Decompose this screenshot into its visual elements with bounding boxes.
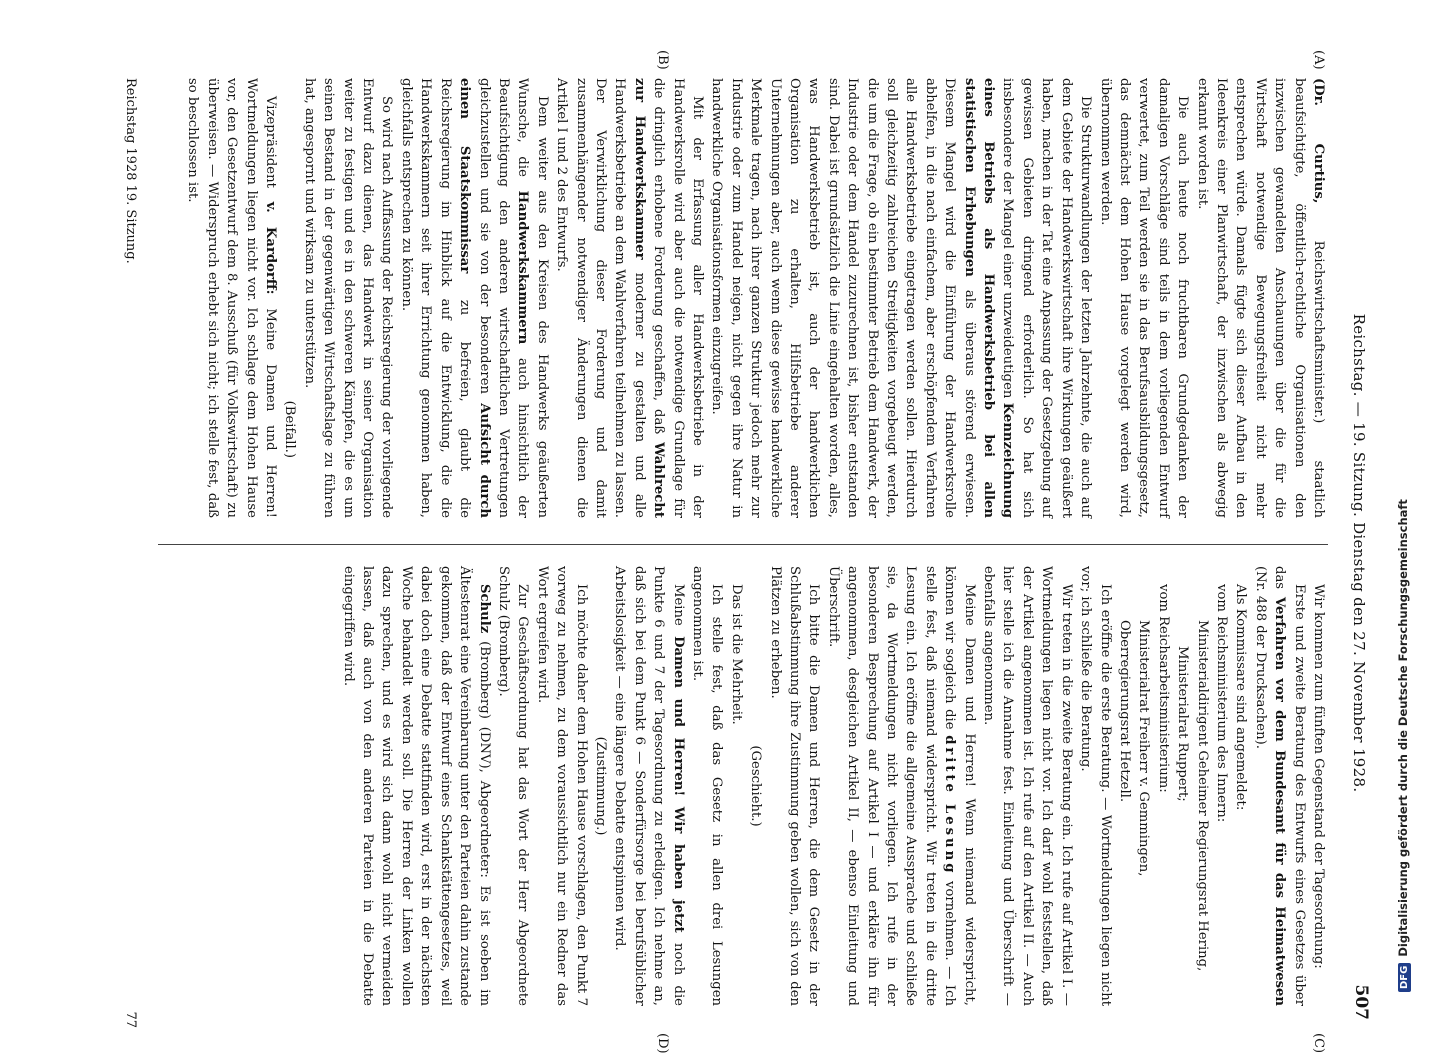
footer-page-number: 77 <box>123 1011 138 1028</box>
paragraph <box>338 566 493 1006</box>
paragraph: Ministerialrat Freiherr v. Gemmingen, <box>1136 620 1152 877</box>
paragraph <box>707 78 1095 518</box>
paragraph: So wird nach Auffassung der Reichsregierung der vorliegende Entwurf dazu dienen, das Handwerk in seiner Organisation weiter zu festigen und es in den schweren Kämpfen, die es um seinen Bestand in der gegenwärtigen Wirtschaftslage zu führen hat, angespornt und wirksam zu unterstützen. <box>301 78 395 518</box>
right-column <box>338 566 1328 1006</box>
paragraph <box>1250 566 1308 1006</box>
paragraph-text: (Bromberg) (DNV), Abgeordneter: Es ist soeben im Ältestenrat eine Vereinbarung unter den Parteien dahin zustande gekommen, daß der Entwurf eines Schankstättengesetzes, weil dabei doch eine Debatte stattfinden wird, erst in der nächsten Woche behandelt werden soll. Die Herren der Linken wollen dazu sprechen, und es wird sich dann wohl nicht vermeiden lassen, daß auch von den anderen Parteien in die Debatte eingegriffen wird. <box>340 566 492 1006</box>
page-title: Reichstag. — 19. Sitzung. Dienstag den 27. November 1928. <box>1350 313 1368 793</box>
emphasis-text: Damen und Herren! Wir haben jetzt <box>670 636 686 933</box>
paragraph <box>1192 78 1328 518</box>
paragraph-text: Meine <box>670 584 686 637</box>
paragraph <box>397 78 552 518</box>
paragraph: Als Kommissare sind angemeldet: <box>1233 584 1249 811</box>
footer-session: Reichstag 1928 19. Sitzung. <box>123 78 138 264</box>
paragraph-text: moderner zu gestalten und alle Handwerksbetriebe an dem Wahlverfahren teilnehmen zu lassen. Der Verwirklichung dieser Forderung und damit zusammenhängender notwendiger Änderungen dienen die Artikel I und 2 des Entwurfs. <box>554 78 647 518</box>
paragraph <box>552 78 707 518</box>
paragraph-text: Dem weiter aus den Kreisen des Handwerks geäußerten Wunsche, die <box>515 78 550 518</box>
paragraph: Ich eröffne die erste Beratung. — Wortmeldungen liegen nicht vor; ich schließe die Beratung. <box>1078 566 1113 1006</box>
paragraph: Ich stelle fest, daß das Gesetz in allen drei Lesungen angenommen ist. <box>690 566 725 1006</box>
paragraph <box>610 566 688 1006</box>
column-divider <box>158 544 1328 545</box>
speaker-name: v. Kardorff: <box>263 201 279 295</box>
page-footer <box>116 78 140 1028</box>
speaker-role: Reichswirtschaftsminister.) <box>1311 203 1326 424</box>
speaker-name: Schulz <box>476 584 492 634</box>
paragraph-text: staatlich beaufsichtigte, öffentlich-rechtliche Organisationen den inzwischen gewandelten Anschauungen über die für die Wirtschaft notwendige Bewegungsfreiheit nicht mehr entsprechen würde. Damals fügte sich dieser Aufbau in den Ideenkreis einer Planwirtschaft, der inzwischen als abwegig erkannt worden ist. <box>1194 78 1326 518</box>
paragraph: Wir kommen zum fünften Gegenstand der Tagesordnung: <box>1311 584 1326 969</box>
paragraph: Ministerialdirigent Geheimer Regierungsrat Hering, <box>1194 620 1210 972</box>
applause-note: (Beifall.) <box>282 400 298 458</box>
digitization-credit <box>1396 499 1411 992</box>
paragraph <box>183 78 280 518</box>
paragraph-text: (Nr. 488 der Drucksachen). <box>1252 566 1268 749</box>
paragraph-text: Erste und zweite Beratung des Entwurfs eines Gesetzes über das <box>1272 566 1307 1006</box>
page-header <box>1342 78 1372 1028</box>
emphasis-text: dritte Lesung <box>942 735 958 876</box>
margin-mark-c: (C) <box>1311 1033 1326 1054</box>
emphasis-text: Wahlrecht zur Handwerkskammer <box>631 78 667 518</box>
stage-note: (Zustimmung.) <box>592 736 608 836</box>
emphasis-text: Aufsicht durch einen Staatskommissar <box>457 78 492 518</box>
paragraph-text: noch die Punkte 6 und 7 der Tagesordnung zu erledigen. Ich nehme an, daß sich bei dem Punkt 6 — Sonderfürsorge bei berufsüblicher Arbeitslosigkeit — eine längere Debatte entspinnen wird. <box>612 566 686 1006</box>
paragraph-text: Die Strukturwandlungen der letzten Jahrzehnte, die auch auf dem Gebiete der Handwerkswirtschaft ihre Wirkungen geäußert haben, machen in der Tat eine Anpassung der Gesetzgebung auf gewissen Gebieten dringend erforderlich. So hat sich insbesondere der Mangel einer unzweideutigen <box>1000 78 1094 518</box>
paragraph-text: als überaus störend erwiesen. Diesem Mangel wird die Einführung der Handwerksrolle abhelfen, in die nach einfachem, aber erschöpfendem Verfahren alle Handwerksbetriebe eingetragen werden sollen. Hierdurch soll gleichzeitig zahlreichen Streitigkeiten vorgebeugt werden, die um die Frage, ob ein bestimmter Betrieb dem Handwerk, der Industrie oder dem Handel zuzurechnen ist, bisher entstanden sind. Dabei ist grundsätzlich die Linie eingehalten worden, alles, was Handwerksbetrieb ist, auch der handwerklichen Organisation zu erhalten, Hilfsbetriebe anderer Unternehmungen aber, auch wenn diese gewisse handwerkliche Merkmale tragen, nach ihrer ganzen Struktur jedoch mehr zur Industrie oder zum Handel neigen, nicht gegen ihre Natur in handwerkliche Organisationsformen einzugreifen. <box>709 78 977 518</box>
margin-mark-a: (A) <box>1311 50 1326 70</box>
paragraph: Ministerialrat Ruppert; <box>1175 646 1191 802</box>
paragraph <box>823 566 978 1006</box>
paragraph-text: Meine Damen und Herren! Wenn niemand widerspricht, können wir sogleich die <box>942 566 977 1006</box>
paragraph: Das ist die Mehrheit. <box>728 584 744 725</box>
left-column <box>183 78 1328 518</box>
paragraph: Ich bitte die Damen und Herren, die dem Gesetz in der Schlußabstimmung ihre Zustimmung geben wollen, sich von den Plätzen zu erheben. <box>767 566 822 1006</box>
paragraph: Oberregierungsrat Hetzell. <box>1116 620 1132 803</box>
paragraph: Wir treten in die zweite Beratung ein. Ich rufe auf Artikel I. — Wortmeldungen liegen nicht vor. Ich darf wohl feststellen, daß der Artikel angenommen ist. Ich rufe auf den Artikel II. — Auch hier stelle ich die Annahme fest. Einleitung und Überschrift — ebenfalls angenommen. <box>981 566 1074 1006</box>
paragraph-text: vornehmen. — Ich stelle fest, daß niemand widerspricht. Wir treten in die dritte Lesung ein. Ich eröffne die allgemeine Aussprache und schließe sie, da Wortmeldungen nicht vorliegen. Ich rufe in der besonderen Besprechung auf Artikel I — und erkläre ihn für angenommen, desgleichen Artikel II, — ebenso Einleitung und Überschrift. <box>825 566 958 1007</box>
paragraph: Ich möchte daher dem Hohen Hause vorschlagen, den Punkt 7 vorweg zu nehmen, zu dem voraussichtlich nur ein Redner das Wort ergreifen wird. <box>534 566 589 1006</box>
credit-text: Digitalisierung gefördert durch die Deutsche Forschungsgemeinschaft <box>1396 499 1410 957</box>
emphasis-text: Kennzeichnung eines Betriebs als Handwerksbetrieb bei allen statistischen Erhebungen <box>961 78 1016 518</box>
paragraph-text: Mit der Erfassung aller Handwerksbetriebe in der Handwerksrolle wird aber auch die notwendige Grundlage für die dringlich erhobene Forderung geschaffen, daß <box>651 78 705 518</box>
paragraph-text: zu befreien, glaubt die Reichsregierung im Hinblick auf die Entwicklung, die die Handwerkskammern seit ihrer Errichtung genommen haben, gleichfalls entsprechen zu können. <box>398 78 473 518</box>
paragraph-text: auch hinsichtlich der Beaufsichtigung den anderen wirtschaftlichen Vertretungen gleichzustellen und sie von der besonderen <box>476 78 531 518</box>
document-page <box>82 50 1372 1054</box>
stage-note: (Geschieht.) <box>748 745 764 827</box>
dfg-logo-icon: DFG <box>1398 963 1411 992</box>
paragraph-text: Meine Damen und Herren! Wortmeldungen liegen nicht vor. Ich schlage dem Hohen Hause vor, den Gesetzentwurf dem 8. Ausschuß (für Volkswirtschaft) zu überweisen. — Widerspruch erhebt sich nicht; ich stelle fest, daß so beschlossen ist. <box>185 78 279 518</box>
margin-mark-b: (B) <box>655 50 670 70</box>
speaker-name: (Dr. Curtius, <box>1311 78 1326 204</box>
emphasis-text: Verfahren vor dem Bundesamt für das Heimatwesen <box>1272 597 1288 1006</box>
paragraph: Zur Geschäftsordnung hat das Wort der Herr Abgeordnete Schulz (Bromberg). <box>495 566 531 1006</box>
paragraph: Die auch heute noch fruchtbaren Grundgedanken der damaligen Vorschläge sind teils in dem vorliegenden Entwurf verwertet, zum Teil werden sie in das Berufsausbildungsgesetz, das demnächst dem Hohen Hause vorgelegt werden wird, übernommen werden. <box>1097 78 1191 518</box>
margin-mark-d: (D) <box>655 1033 670 1054</box>
page-number: 507 <box>1351 984 1371 1020</box>
paragraph: vom Reichsarbeitsministerium: <box>1155 584 1171 793</box>
paragraph-text: Vizepräsident <box>263 96 279 202</box>
paragraph: vom Reichsministerium des Innern: <box>1213 584 1229 823</box>
emphasis-text: Handwerkskammern <box>515 190 531 345</box>
